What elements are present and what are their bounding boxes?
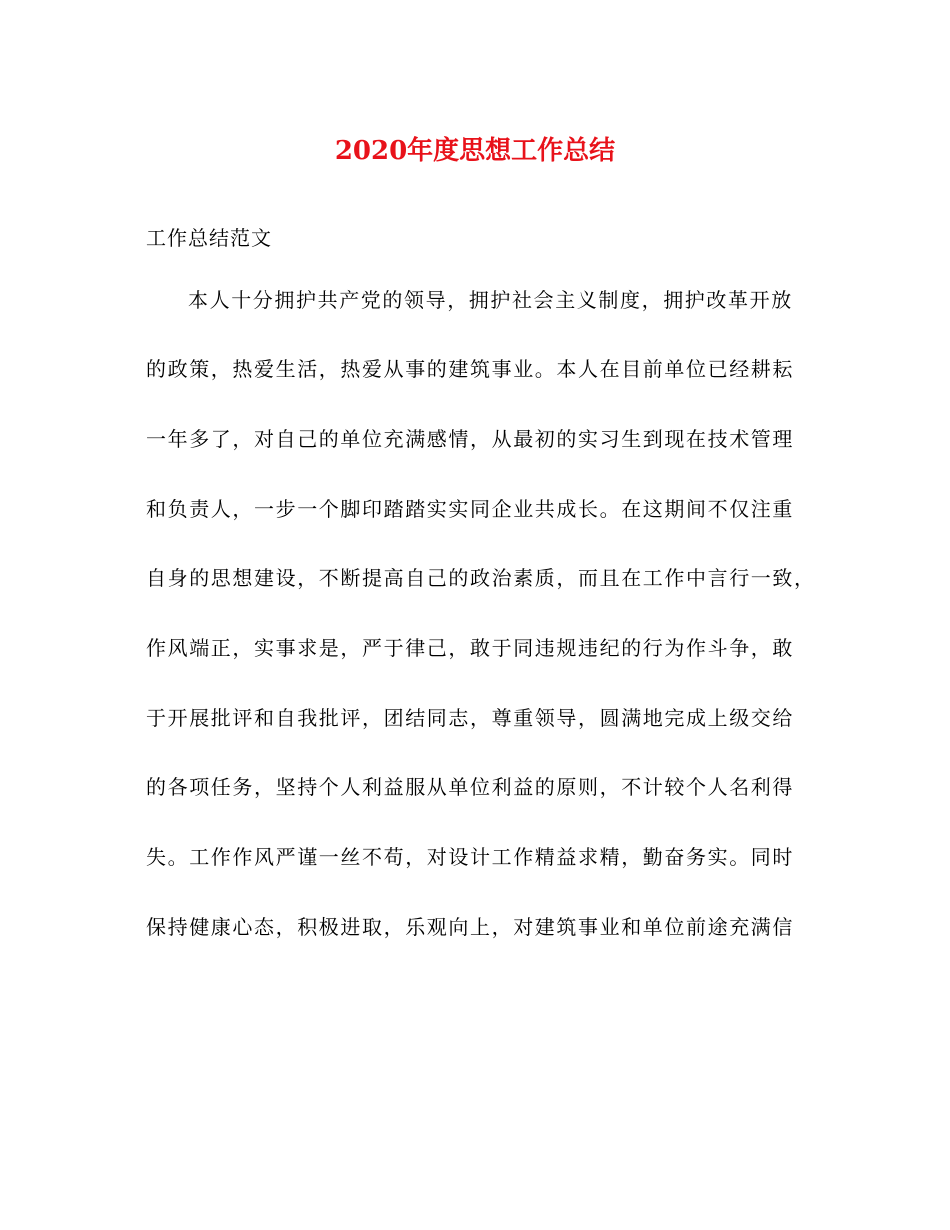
document-title: 2020年度思想工作总结 xyxy=(334,136,616,166)
body-line: 的政策，热爱生活，热爱从事的建筑事业。本人在目前单位已经耕耘 xyxy=(146,357,794,381)
body-line: 失。工作作风严谨一丝不苟，对设计工作精益求精，勤奋务实。同时 xyxy=(146,845,794,869)
body-line: 自身的思想建设，不断提高自己的政治素质，而且在工作中言行一致， xyxy=(146,566,816,590)
body-line: 作风端正，实事求是，严于律己，敢于同违规违纪的行为作斗争，敢 xyxy=(146,636,794,660)
body-line: 一年多了，对自己的单位充满感情，从最初的实习生到现在技术管理 xyxy=(146,427,794,451)
body-line: 和负责人，一步一个脚印踏踏实实同企业共成长。在这期间不仅注重 xyxy=(146,497,794,521)
body-line: 的各项任务，坚持个人利益服从单位利益的原则，不计较个人名利得 xyxy=(146,775,794,799)
body-line: 保持健康心态，积极进取，乐观向上，对建筑事业和单位前途充满信 xyxy=(146,915,794,939)
document-subtitle: 工作总结范文 xyxy=(146,226,272,250)
body-line: 本人十分拥护共产党的领导，拥护社会主义制度，拥护改革开放 xyxy=(188,288,793,312)
body-line: 于开展批评和自我批评，团结同志，尊重领导，圆满地完成上级交给 xyxy=(146,706,794,730)
